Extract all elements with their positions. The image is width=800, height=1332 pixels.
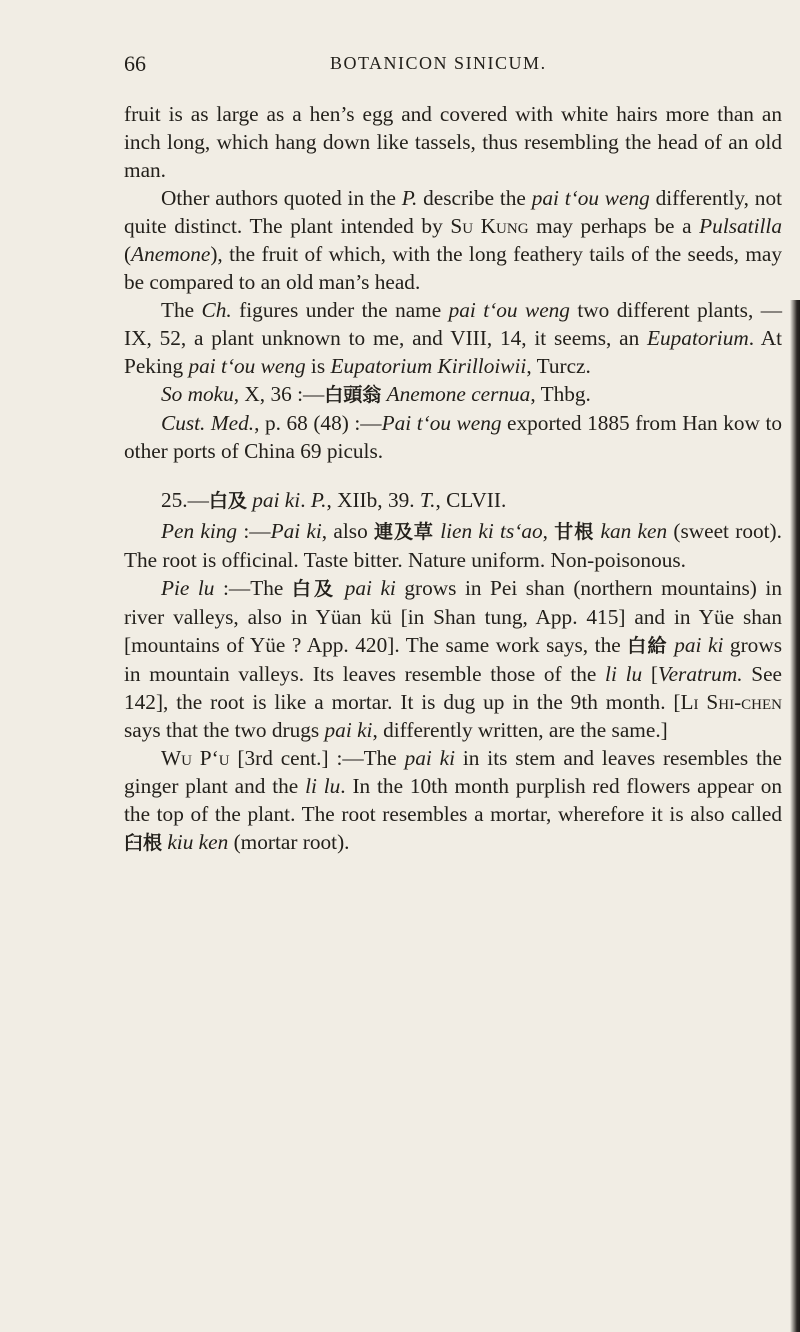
italic-term: Anemone cernua <box>386 382 531 406</box>
chinese-characters: 臼根 <box>124 832 163 854</box>
italic-term: Veratrum. <box>657 662 743 686</box>
paragraph-cust-med: Cust. Med., p. 68 (48) :—Pai t‘ou weng exported 1885 from Han kow to other ports of China 69 piculs. <box>124 411 783 463</box>
italic-term: Eupatorium Kirilloiwii <box>330 354 527 378</box>
author-name: Li Shi-chen <box>680 690 782 714</box>
italic-term: li lu <box>305 774 341 798</box>
paragraph-so-moku: So moku, X, 36 :—白頭翁 Anemone cernua, Thbg. <box>161 382 591 406</box>
page-body <box>124 100 782 857</box>
italic-term: pai t‘ou weng <box>531 186 650 210</box>
author-name: Wu P‘u <box>161 746 230 770</box>
italic-term: lien ki ts‘ao <box>440 519 543 543</box>
italic-term: Pai t‘ou weng <box>381 411 502 435</box>
running-head <box>124 0 782 100</box>
chinese-characters: 白頭翁 <box>324 384 382 406</box>
running-title: BOTANICON SINICUM. <box>330 53 547 73</box>
italic-term: Anemone <box>131 242 211 266</box>
paragraph-ch-figures: The Ch. figures under the name pai t‘ou weng two different plants, — IX, 52, a plant unknown to me, and VIII, 14, it seems, an Eupatorium. At Peking pai t‘ou weng is Eupatorium Kirilloiwii, Turcz. <box>124 298 783 378</box>
italic-term: li lu <box>605 662 643 686</box>
paragraph-continuation: fruit is as large as a hen’s egg and covered with white hairs more than an inch long, which hang down like tassels, thus resembling the head of an old man. <box>124 102 782 182</box>
italic-term: pai ki <box>674 633 724 657</box>
author-name: Su Kung <box>450 214 529 238</box>
chinese-characters: 甘根 <box>554 521 595 543</box>
italic-term: Eupatorium <box>647 326 749 350</box>
italic-term: P. <box>401 186 418 210</box>
italic-term: Ch. <box>201 298 232 322</box>
chinese-characters: 連及草 <box>374 521 434 543</box>
italic-term: T. <box>419 488 436 512</box>
italic-term: pai t‘ou weng <box>188 354 306 378</box>
book-page <box>124 0 782 857</box>
italic-term: pai t‘ou weng <box>448 298 570 322</box>
chinese-characters: 白給 <box>627 635 668 657</box>
entry-heading-25: 25.—白及 pai ki. P., XIIb, 39. T., CLVII. <box>161 488 507 512</box>
italic-term: Cust. Med. <box>161 411 255 435</box>
page-edge-shadow <box>790 300 800 1332</box>
italic-term: kiu ken <box>167 830 229 854</box>
italic-term: Pulsatilla <box>699 214 782 238</box>
paragraph-wu-pu: Wu P‘u [3rd cent.] :—The pai ki in its stem and leaves resembles the ginger plant and the li lu. In the 10th month purplish red flowers appear on the top of the plant. The root resembles a mortar, wherefore it is also called 臼根 kiu ken (mortar root). <box>124 746 782 854</box>
italic-term: kan ken <box>600 519 668 543</box>
italic-term: Pai ki <box>270 519 322 543</box>
paragraph-pie-lu: Pie lu :—The 白及 pai ki grows in Pei shan (northern mountains) in river valleys, also in Yüan kü [in Shan tung, App. 415] and in Yüe shan [mountains of Yüe ? App. 420]. The same work says, the 白給 pai ki grows in mountain valleys. Its leaves resemble those of the li lu [Veratrum. See 142], the root is like a mortar. It is dug up in the 9th month. [Li Shi-chen says that the two drugs pai ki, differently written, are the same.] <box>124 576 782 742</box>
italic-term: P. <box>310 488 327 512</box>
chinese-characters: 白及 <box>208 490 247 512</box>
italic-term: Pen king <box>161 519 238 543</box>
italic-term: pai ki <box>404 746 456 770</box>
italic-term: pai ki <box>344 576 396 600</box>
page-number: 66 <box>124 51 146 76</box>
paragraph-pen-king: Pen king :—Pai ki, also 連及草 lien ki ts‘ao, 甘根 kan ken (sweet root). The root is officinal. Taste bitter. Nature uniform. Non-poisonous. <box>124 519 782 572</box>
chinese-characters: 白及 <box>291 578 337 600</box>
italic-term: So moku <box>161 382 234 406</box>
paragraph-other-authors: Other authors quoted in the P. describe the pai t‘ou weng differently, not quite distinct. The plant intended by Su Kung may perhaps be a Pulsatilla (Anemone), the fruit of which, with the long feathery tails of the seeds, may be compared to an old man’s head. <box>124 186 783 294</box>
italic-term: pai ki <box>324 718 373 742</box>
italic-term: pai ki <box>252 488 301 512</box>
italic-term: Pie lu <box>161 576 215 600</box>
